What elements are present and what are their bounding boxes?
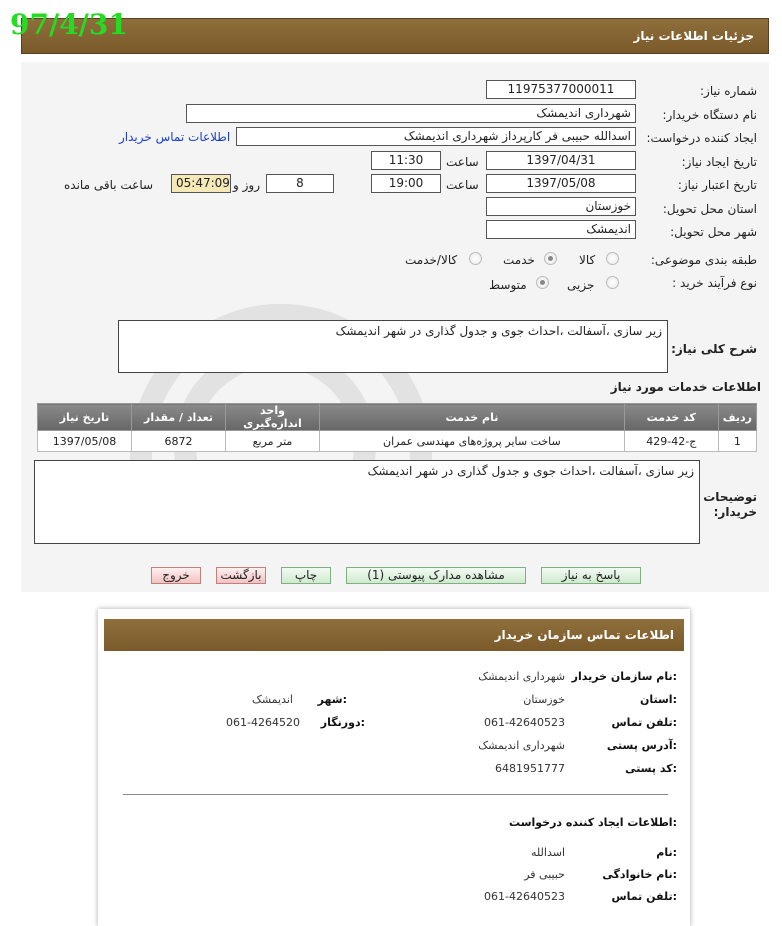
- org-value: شهرداری اندیمشک: [478, 670, 565, 683]
- cell-unit: متر مربع: [226, 431, 320, 452]
- purchase-medium-label: متوسط: [489, 278, 527, 292]
- postal-code-label: کد پستی:: [625, 762, 677, 775]
- time-remaining-field[interactable]: 05:47:09: [171, 174, 231, 193]
- requester-field[interactable]: اسدالله حبیبی فر کارپرداز شهرداری اندیمشک: [236, 127, 636, 146]
- family-label: نام خانوادگی:: [602, 868, 677, 881]
- validity-time-label: ساعت: [446, 178, 479, 192]
- col-row-number: ردیف: [718, 404, 756, 431]
- purchase-minor-radio[interactable]: [606, 276, 619, 289]
- services-title: اطلاعات خدمات مورد نیاز: [610, 380, 761, 394]
- province-field[interactable]: خوزستان: [486, 197, 636, 216]
- cell-service-name: ساخت سایر پروژه‌های مهندسی عمران: [320, 431, 625, 452]
- services-table: [37, 403, 757, 452]
- name-label: نام:: [656, 846, 677, 859]
- fax-value: 061-4264520: [226, 716, 300, 729]
- creator-phone-value: 061-42640523: [484, 890, 565, 903]
- name-value: اسدالله: [531, 846, 565, 859]
- creator-title: اطلاعات ایجاد کننده درخواست:: [509, 816, 677, 829]
- cell-quantity: 6872: [132, 431, 226, 452]
- requester-label: ایجاد کننده درخواست:: [646, 131, 757, 145]
- contact-province-value: خوزستان: [523, 693, 565, 706]
- contact-header: [104, 619, 684, 651]
- category-goods-service-radio[interactable]: [469, 252, 482, 265]
- print-button[interactable]: چاپ: [281, 567, 331, 584]
- buyer-contact-panel: [98, 609, 690, 926]
- col-quantity: تعداد / مقدار: [132, 404, 226, 431]
- buyer-contact-link[interactable]: اطلاعات تماس خریدار: [119, 130, 231, 144]
- created-time-label: ساعت: [446, 155, 479, 169]
- date-watermark: 97/4/31: [10, 8, 128, 41]
- category-goods-radio[interactable]: [606, 252, 619, 265]
- services-table-header: [38, 404, 757, 431]
- buyer-org-label: نام دستگاه خریدار:: [662, 108, 757, 122]
- category-goods-label: کالا: [579, 253, 596, 267]
- buyer-notes-label-2: خریدار:: [713, 505, 757, 519]
- province-label: استان محل تحویل:: [662, 202, 757, 216]
- validity-date-label: تاریخ اعتبار نیاز:: [677, 178, 757, 192]
- category-goods-service-label: کالا/خدمت: [405, 253, 458, 267]
- col-need-date: تاریخ نیاز: [38, 404, 132, 431]
- reply-button[interactable]: پاسخ به نیاز: [541, 567, 641, 584]
- contact-city-label: شهر:: [317, 693, 347, 706]
- creator-phone-label: تلفن تماس:: [611, 890, 677, 903]
- need-number-field[interactable]: 11975377000011: [486, 80, 636, 99]
- page-header: [21, 18, 769, 54]
- summary-label: شرح کلی نیاز:: [671, 342, 757, 356]
- cell-need-date: 1397/05/08: [38, 431, 132, 452]
- purchase-type-label: نوع فرآیند خرید :: [672, 276, 757, 290]
- phone-value: 061-42640523: [484, 716, 565, 729]
- buyer-org-field[interactable]: شهرداری اندیمشک: [186, 104, 636, 123]
- category-service-radio[interactable]: [544, 252, 557, 265]
- city-label: شهر محل تحویل:: [670, 225, 757, 239]
- buyer-notes-textarea[interactable]: زیر سازی ،آسفالت ،احداث جوی و جدول گذاری در شهر اندیمشک: [34, 460, 700, 544]
- purchase-medium-radio[interactable]: [536, 276, 549, 289]
- city-field[interactable]: اندیمشک: [486, 220, 636, 239]
- col-unit: واحد اندازه‌گیری: [226, 404, 320, 431]
- divider: [123, 794, 668, 795]
- time-remaining-label: ساعت باقی مانده: [64, 178, 154, 192]
- created-time-field[interactable]: 11:30: [371, 151, 441, 170]
- phone-label: تلفن تماس:: [611, 716, 677, 729]
- postal-code-value: 6481951777: [495, 762, 565, 775]
- contact-city-value: اندیمشک: [252, 693, 293, 706]
- validity-time-field[interactable]: 19:00: [371, 174, 441, 193]
- days-remaining-field[interactable]: 8: [266, 174, 334, 193]
- fax-label: دورنگار:: [320, 716, 365, 729]
- col-service-name: نام خدمت: [320, 404, 625, 431]
- cell-row-number: 1: [718, 431, 756, 452]
- address-label: آدرس پستی:: [606, 739, 677, 752]
- category-service-label: خدمت: [503, 253, 535, 267]
- created-date-label: تاریخ ایجاد نیاز:: [681, 155, 757, 169]
- view-attachments-button[interactable]: مشاهده مدارک پیوستی (1): [346, 567, 526, 584]
- page-title: جزئیات اطلاعات نیاز: [633, 29, 754, 43]
- contact-title: اطلاعات تماس سازمان خریدار: [494, 628, 674, 642]
- back-button[interactable]: بازگشت: [216, 567, 266, 584]
- exit-button[interactable]: خروج: [151, 567, 201, 584]
- need-details-form: [21, 62, 769, 592]
- validity-date-field[interactable]: 1397/05/08: [486, 174, 636, 193]
- table-row[interactable]: [38, 431, 757, 452]
- purchase-minor-label: جزیی: [567, 278, 595, 292]
- days-label: روز و: [233, 178, 260, 192]
- category-label: طبقه بندی موضوعی:: [650, 253, 757, 267]
- created-date-field[interactable]: 1397/04/31: [486, 151, 636, 170]
- buyer-notes-label-1: توضیحات: [703, 490, 757, 504]
- cell-service-code: ج-42-429: [624, 431, 718, 452]
- family-value: حبیبی فر: [524, 868, 565, 881]
- need-number-label: شماره نیاز:: [700, 84, 757, 98]
- summary-textarea[interactable]: زیر سازی ،آسفالت ،احداث جوی و جدول گذاری در شهر اندیمشک: [118, 320, 668, 373]
- org-label: نام سازمان خریدار:: [571, 670, 677, 683]
- address-value: شهرداری اندیمشک: [478, 739, 565, 752]
- col-service-code: کد خدمت: [624, 404, 718, 431]
- contact-province-label: استان:: [639, 693, 677, 706]
